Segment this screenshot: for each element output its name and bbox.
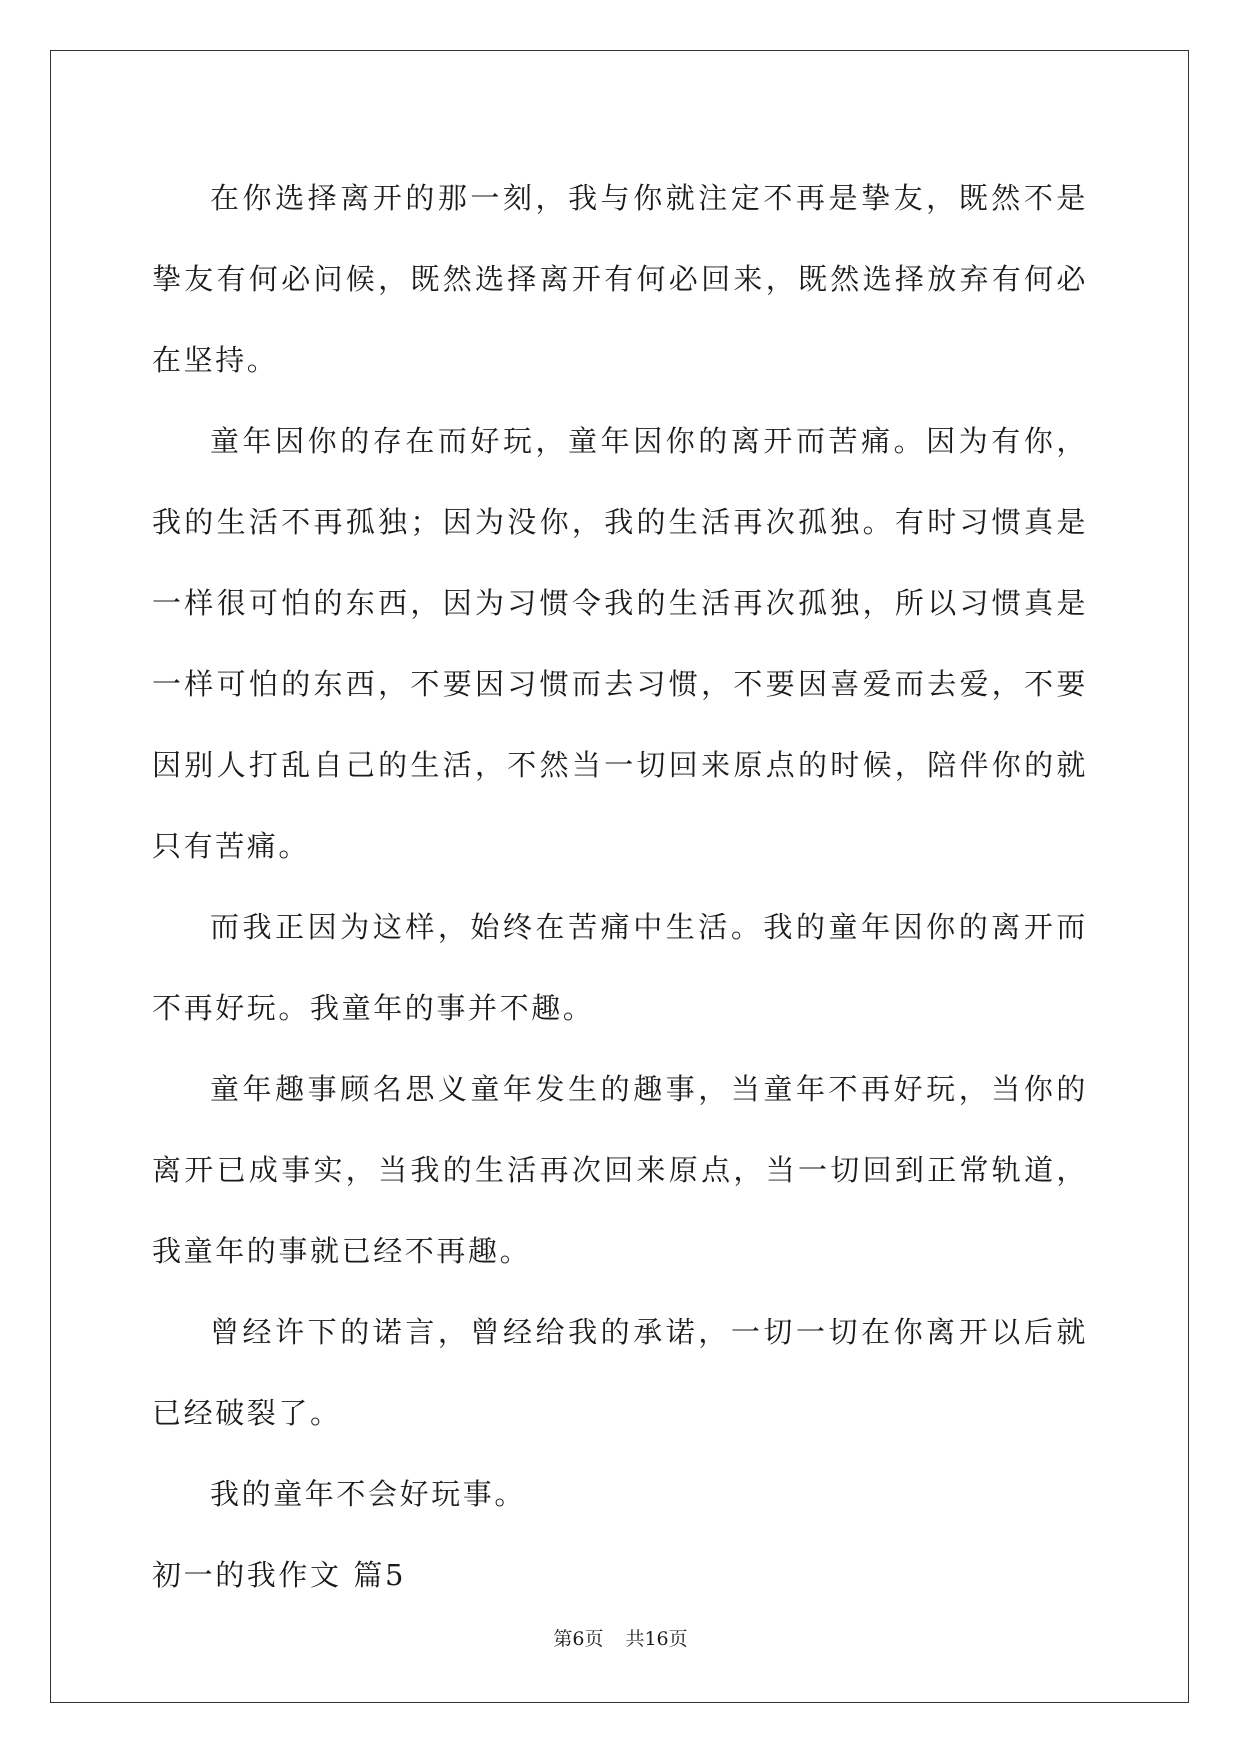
paragraph-4: 童年趣事顾名思义童年发生的趣事，当童年不再好玩，当你的离开已成事实，当我的生活再次回来原点，当一切回到正常轨道，我童年的事就已经不再趣。 xyxy=(152,1072,1088,1268)
paragraph-2: 童年因你的存在而好玩，童年因你的离开而苦痛。因为有你，我的生活不再孤独；因为没你，我的生活再次孤独。有时习惯真是一样很可怕的东西，因为习惯令我的生活再次孤独，所以习惯真是一样可怕的东西，不要因习惯而去习惯，不要因喜爱而去爱，不要因别人打乱自己的生活，不然当一切回来原点的时候，陪伴你的就只有苦痛。 xyxy=(152,424,1088,863)
section-heading: 初一的我作文 篇5 xyxy=(152,1558,407,1592)
paragraph-3: 而我正因为这样，始终在苦痛中生活。我的童年因你的离开而不再好玩。我童年的事并不趣。 xyxy=(152,910,1088,1025)
page-total: 共16页 xyxy=(625,1628,688,1650)
paragraph-6: 我的童年不会好玩事。 xyxy=(210,1477,527,1511)
page-footer xyxy=(0,1627,1241,1651)
page-number: 第6页 xyxy=(553,1628,604,1650)
paragraph-1: 在你选择离开的那一刻，我与你就注定不再是挚友，既然不是挚友有何必问候，既然选择离开有何必回来，既然选择放弃有何必在坚持。 xyxy=(152,181,1088,377)
paragraph-5: 曾经许下的诺言，曾经给我的承诺，一切一切在你离开以后就已经破裂了。 xyxy=(152,1315,1088,1430)
document-body xyxy=(152,158,1088,1616)
